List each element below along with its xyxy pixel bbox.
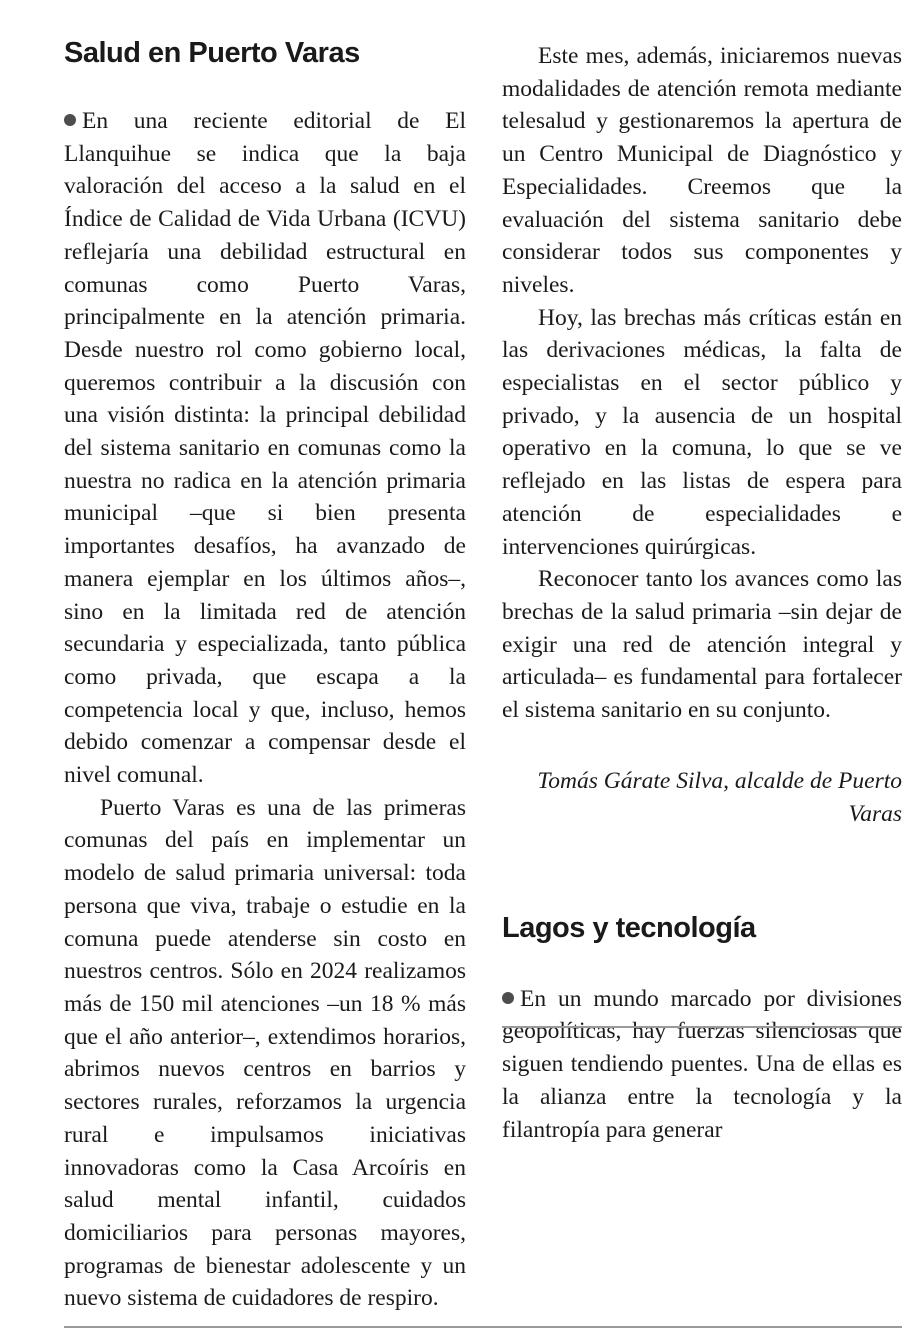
page-bottom-rule [64, 1326, 902, 1328]
article-salud-column-right [502, 0, 902, 1146]
paragraph-lagos-1: En un mundo marcado por divisiones geopolíticas, hay fuerzas silenciosas que siguen tendiendo puentes. Una de ellas es la alianza entre la tecnología y la filantropía para generar [502, 985, 902, 1143]
paragraph-1: En una reciente editorial de El Llanquihue se indica que la baja valoración del acceso a la salud en el Índice de Calidad de Vida Urbana (ICVU) reflejaría una debilidad estructural en comunas como Puerto Varas, principalmente en la atención primaria. Desde nuestro rol como gobierno local, queremos contribuir a la discusión con una visión distinta: la principal debilidad del sistema sanitario en comunas como la nuestra no radica en la atención primaria municipal –que si bien presenta importantes desafíos, ha avanzado de manera ejemplar en los últimos años–, sino en la limitada red de atención secundaria y especializada, tanto pública como privada, que escapa a la competencia local y que, incluso, hemos debido comenzar a compensar desde el nivel comunal. [64, 108, 466, 789]
article-title: Salud en Puerto Varas [64, 37, 360, 69]
paragraph-3: Este mes, además, iniciaremos nuevas modalidades de atención remota mediante telesalud y gestionaremos la apertura de un Centro Municipal de Diagnóstico y Especialidades. Creemos que la evaluación del sistema sanitario debe considerar todos sus componentes y niveles. [502, 43, 902, 298]
article-body-right [502, 40, 902, 727]
paragraph-2-start: Puerto Varas es una de las primeras comunas del país en implementar un modelo de salud primaria universal: toda persona que viva, trabaje o estudie en la comuna puede atenderse sin costo en nuestros centros. Sólo en 2024 realizamos más de 150 mil atenciones –un 18 % más que el año anterior–, extendimos horarios, abrimos nuevos centros en barrios y sectores rurales, reforzamos la urgencia rural e impulsamos iniciativas innovadoras como la Casa Arcoíris en salud mental infantil, cuidados domiciliarios para personas mayores, programas de bienestar adolescente y un nuevo sistema de cuidadores de respiro. [64, 794, 466, 1312]
paragraph-5: Reconocer tanto los avances como las brechas de la salud primaria –sin dejar de exigir una red de atención integral y articulada– es fundamental para fortalecer el sistema sanitario en su conjunto. [502, 566, 902, 724]
author-signature: Tomás Gárate Silva, alcalde de Puerto Varas [537, 767, 902, 827]
bullet-icon [502, 992, 514, 1004]
article-body-left [64, 105, 466, 1315]
bullet-icon [64, 114, 76, 126]
article-divider [502, 1026, 902, 1028]
article-salud-column-left [64, 0, 466, 1315]
article-title-lagos: Lagos y tecnología [502, 911, 756, 944]
article-body-lagos [502, 983, 902, 1147]
paragraph-4: Hoy, las brechas más críticas están en las derivaciones médicas, la falta de especialistas en el sector público y privado, y la ausencia de un hospital operativo en la comuna, lo que se ve reflejado en las listas de espera para atención de especialidades e intervenciones quirúrgicas. [502, 304, 902, 560]
